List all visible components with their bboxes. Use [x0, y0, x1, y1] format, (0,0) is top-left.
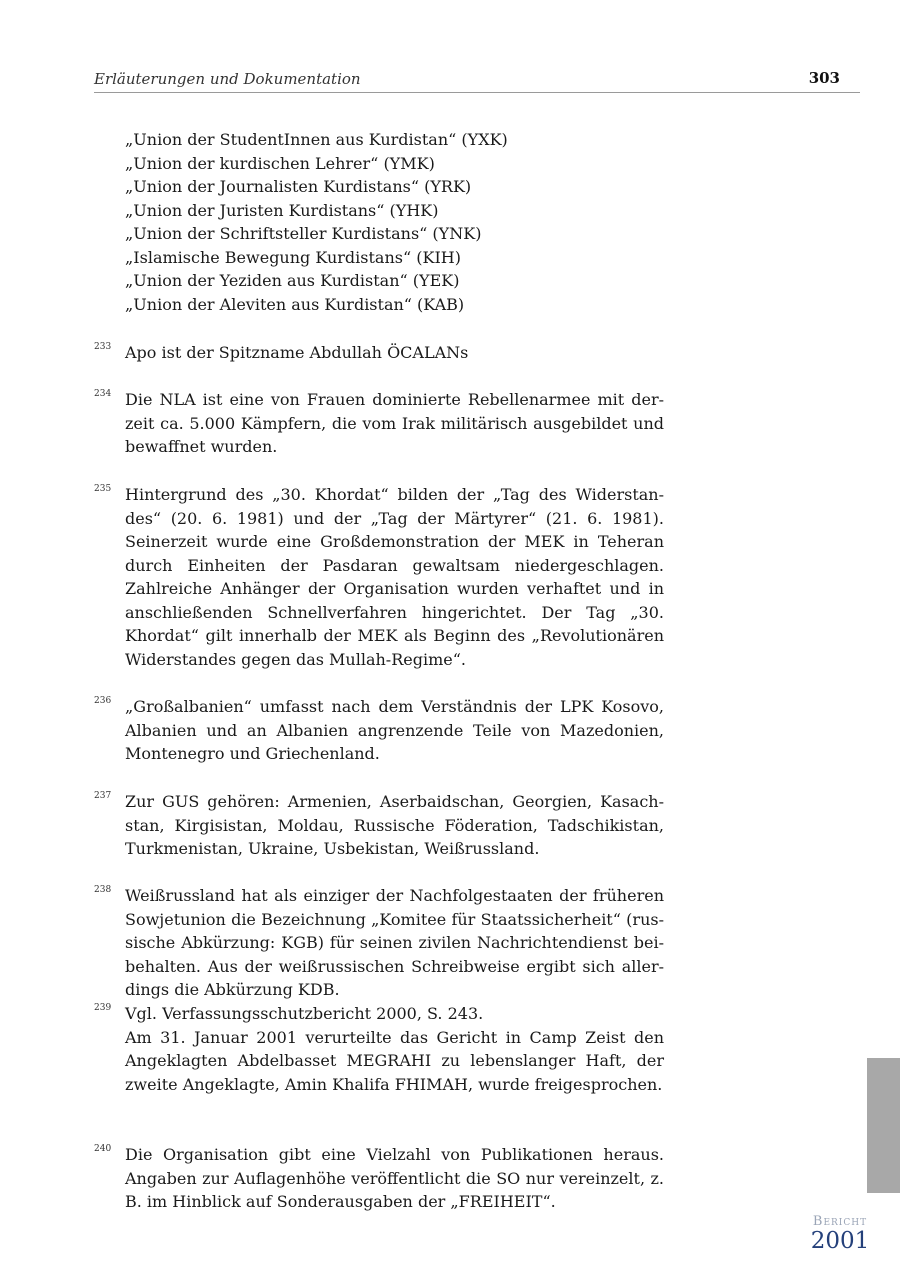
- list-item: „Union der kurdischen Lehrer“ (YMK): [125, 153, 435, 173]
- list-item: „Union der Schriftsteller Kurdistans“ (YNK): [125, 224, 482, 243]
- footnote-text: [125, 1002, 664, 1096]
- footnote-number: 236: [94, 696, 112, 706]
- chapter-side-tab: [867, 1058, 900, 1193]
- footnote-233: [94, 341, 664, 365]
- header-title: Erläuterungen und Dokumentation: [94, 70, 361, 88]
- footnote-239: [94, 1002, 664, 1096]
- footnote-238: [94, 884, 664, 1002]
- list-item: „Union der StudentInnen aus Kurdistan“ (YXK): [125, 130, 508, 149]
- footnote-236: [94, 695, 664, 766]
- footnote-240: [94, 1143, 664, 1214]
- logo-year: 2001: [810, 1228, 870, 1254]
- footnote-number: 235: [94, 484, 112, 494]
- footnote-paragraph: „Großalbanien“ umfasst nach dem Verständnis der LPK Kosovo, Albanien und an Albanien angrenzende Teile von Mazedonien, Montenegro und Griechenland.: [125, 697, 664, 763]
- footnote-number: 239: [94, 1003, 112, 1013]
- footnote-paragraph: Die Organisation gibt eine Vielzahl von Publikationen heraus. Angaben zur Auflagenhöhe veröffentlicht die SO nur vereinzelt, z. B. im Hinblick auf Sonderausgaben der „FREIHEIT“.: [125, 1145, 664, 1211]
- list-item: „Islamische Bewegung Kurdistans“ (KIH): [125, 247, 461, 267]
- footnote-number: 237: [94, 791, 112, 801]
- footnote-paragraph: Weißrussland hat als einziger der Nachfolgestaaten der früheren Sowjetunion die Bezeichnung „Komitee für Staatssicherheit“ (russische Abkürzung: KGB) für seinen zivilen Nachrichtendienst beibehalten. Aus der weißrussischen Schreibweise ergibt sich allerdings die Abkürzung KDB.: [125, 886, 664, 999]
- list-item: „Union der Aleviten aus Kurdistan“ (KAB): [125, 294, 465, 314]
- list-item: „Union der Juristen Kurdistans“ (YHK): [125, 200, 439, 220]
- footnote-number: 234: [94, 389, 112, 399]
- footnote-text: [125, 388, 664, 459]
- footnote-text: [125, 1143, 664, 1214]
- organization-list: [125, 128, 665, 316]
- footnote-paragraph: Apo ist der Spitzname Abdullah ÖCALANs: [125, 343, 469, 362]
- page-header: [94, 68, 860, 93]
- list-item: „Union der Journalisten Kurdistans“ (YRK): [125, 177, 472, 196]
- footnote-text: [125, 695, 664, 766]
- list-item: „Union der Yeziden aus Kurdistan“ (YEK): [125, 271, 460, 290]
- footnote-paragraph: Die NLA ist eine von Frauen dominierte Rebellenarmee mit derzeit ca. 5.000 Kämpfern, die vom Irak militärisch ausgebildet und bewaffnet wurden.: [125, 390, 664, 456]
- footnote-235: [94, 483, 664, 671]
- footnote-paragraph: Zur GUS gehören: Armenien, Aserbaidschan, Georgien, Kasachstan, Kirgisistan, Moldau, Russische Föderation, Tadschikistan, Turkmenistan, Ukraine, Usbekistan, Weißrussland.: [125, 792, 664, 858]
- footnote-number: 238: [94, 885, 112, 895]
- footnote-paragraph: Vgl. Verfassungsschutzbericht 2000, S. 243.: [125, 1004, 484, 1023]
- footnote-number: 240: [94, 1144, 112, 1154]
- footnote-number: 233: [94, 342, 112, 352]
- footnote-paragraph: Hintergrund des „30. Khordat“ bilden der „Tag des Widerstandes“ (20. 6. 1981) und der „Tag der Märtyrer“ (21. 6. 1981). Seinerzeit wurde eine Großdemonstration der MEK in Teheran durch Einheiten der Pasdaran gewaltsam niedergeschlagen. Zahlreiche Anhänger der Organisation wurden verhaftet und in anschließenden Schnellverfahren hingerichtet. Der Tag „30. Khordat“ gilt innerhalb der MEK als Beginn des „Revolutionären Widerstandes gegen das Mullah-Regime“.: [125, 485, 664, 669]
- footnote-237: [94, 790, 664, 861]
- footnote-text: [125, 884, 664, 1002]
- logo-word: Bericht: [812, 1214, 868, 1229]
- footnote-text: [125, 483, 664, 671]
- footnote-234: [94, 388, 664, 459]
- page-number: 303: [808, 69, 840, 87]
- report-logo: [802, 1214, 878, 1252]
- footnote-paragraph: Am 31. Januar 2001 verurteilte das Gericht in Camp Zeist den Angeklagten Abdelbasset MEGRAHI zu lebenslanger Haft, der zweite Angeklagte, Amin Khalifa FHIMAH, wurde freigesprochen.: [125, 1027, 664, 1094]
- footnote-text: [125, 341, 664, 365]
- footnote-text: [125, 790, 664, 861]
